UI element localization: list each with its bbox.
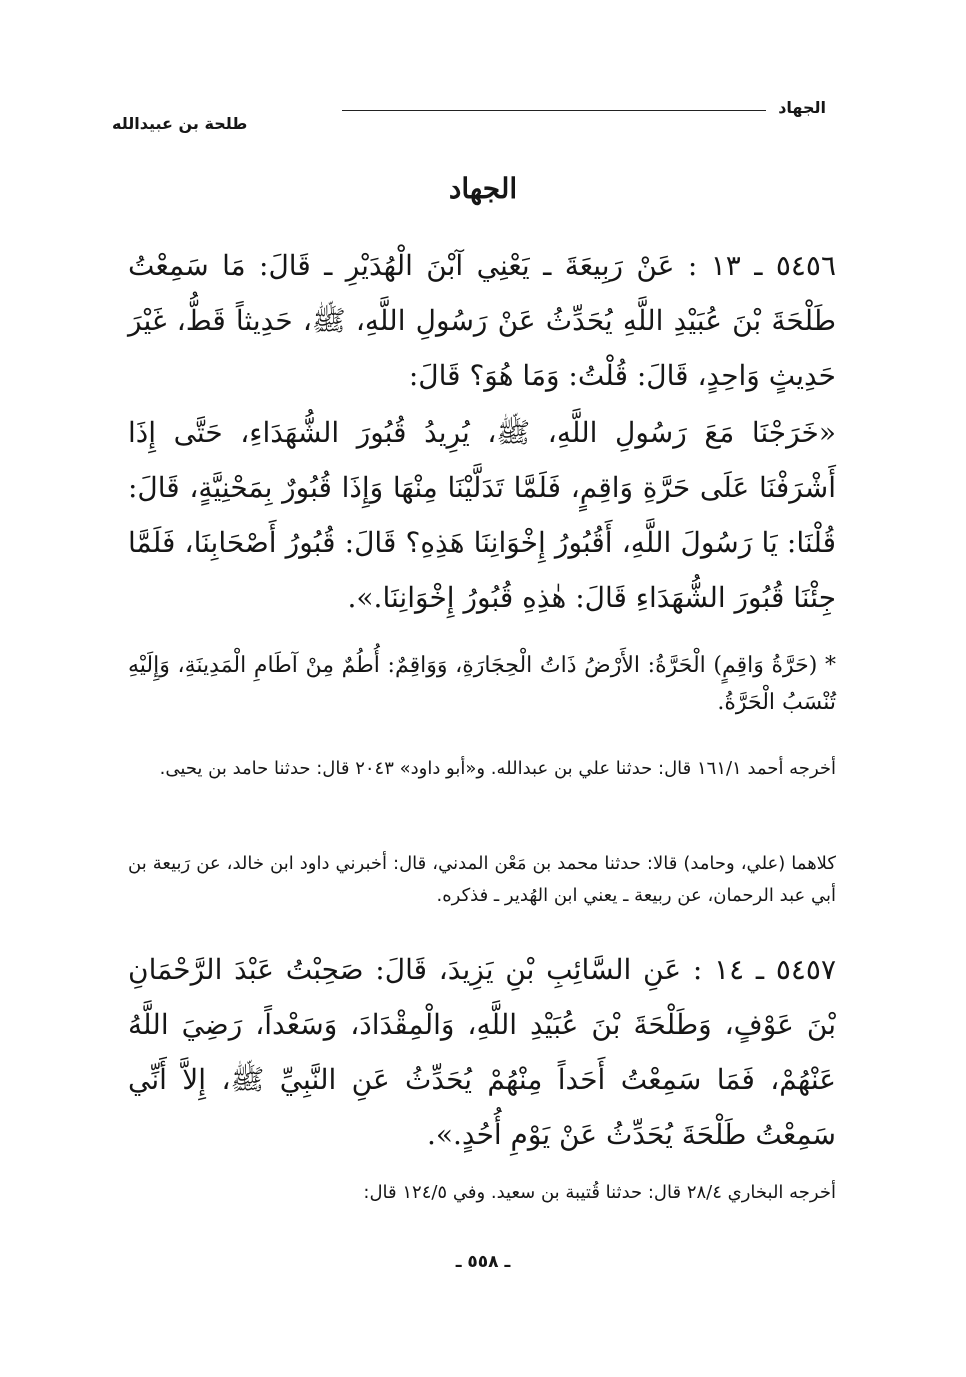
header-rule bbox=[342, 110, 766, 111]
header-section-title: الجهاد bbox=[778, 98, 826, 117]
takhrij-paragraph-1: أخرجه أحمد ١٦١/١ قال: حدثنا علي بن عبدالله. و«أبو داود» ٢٠٤٣ قال: حدثنا حامد بن يحيى. bbox=[159, 758, 836, 779]
gloss-note: * (حَرَّةُ وَاقِمٍ) الْحَرَّةُ: الأَرْضُ ذَاتُ الْحِجَارَةِ، وَوَاقِمٌ: أُطُمٌ مِنْ آطَامِ الْمَدِينَةِ، وَإِلَيْهِ تُنْسَبُ الْحَرَّةُ. bbox=[128, 653, 836, 715]
page-number: ـ ٥٥٨ ـ bbox=[455, 1252, 511, 1272]
hadith-5456-intro: ٥٤٥٦ ـ ١٣ : عَنْ رَبِيعَةَ ـ يَعْنِي آبْنَ الْهُدَيْرِ ـ قَالَ: مَا سَمِعْتُ طَلْحَةَ بْنَ عُبَيْدِ اللَّهِ يُحَدِّثُ عَنْ رَسُولِ اللَّهِ، ﷺ، حَدِيثاً قَطُّ، غَيْرَ حَدِيثٍ وَاحِدٍ، قَالَ: قُلْتُ: وَمَا هُوَ؟ قَالَ: bbox=[128, 249, 836, 392]
hadith-5457: ٥٤٥٧ ـ ١٤ : عَنِ السَّائِبِ بْنِ يَزِيدَ، قَالَ: صَحِبْتُ عَبْدَ الرَّحْمَانِ بْنَ عَوْفٍ، وَطَلْحَةَ بْنَ عُبَيْدِ اللَّهِ، وَالْمِقْدَادَ، وَسَعْداً، رَضِيَ اللَّهُ عَنْهُمْ، فَمَا سَمِعْتُ أَحَداً مِنْهُمْ يُحَدِّثُ عَنِ النَّبِيِّ ﷺ، إِلاَّ أَنِّي سَمِعْتُ طَلْحَةَ يُحَدِّثُ عَنْ يَوْمِ أُحُدٍ.». bbox=[128, 953, 836, 1151]
chapter-title: الجهاد bbox=[448, 172, 518, 205]
running-header bbox=[112, 96, 826, 136]
header-chapter-name: طلحة بن عبيدالله bbox=[112, 114, 248, 133]
takhrij-paragraph-3: أخرجه البخاري ٢٨/٤ قال: حدثنا قُتيبة بن سعيد. وفي ١٢٤/٥ قال: bbox=[363, 1182, 836, 1203]
hadith-5456-body: «خَرَجْنَا مَعَ رَسُولِ اللَّهِ، ﷺ، يُرِيدُ قُبُورَ الشُّهَدَاءِ، حَتَّى إِذَا أَشْرَفْنَا عَلَى حَرَّةِ وَاقِمٍ، فَلَمَّا تَدَلَّيْنَا مِنْهَا وَإِذَا قُبُورٌ بِمَحْنِيَّةٍ، قَالَ: قُلْنَا: يَا رَسُولَ اللَّهِ، أَقُبُورُ إِخْوَانِنَا هَذِهِ؟ قَالَ: قُبُورُ أَصْحَابِنَا، فَلَمَّا جِئْنَا قُبُورَ الشُّهَدَاءِ قَالَ: هٰذِهِ قُبُورُ إِخْوَانِنَا.». bbox=[128, 416, 836, 614]
takhrij-paragraph-2: كلاهما (علي، وحامد) قالا: حدثنا محمد بن مَعْن المدني، قال: أخبرني داود ابن خالد، عن رَبيعة بن أبي عبد الرحمان، عن ربيعة ـ يعني ابن الهُدير ـ فذكره. bbox=[128, 853, 836, 906]
